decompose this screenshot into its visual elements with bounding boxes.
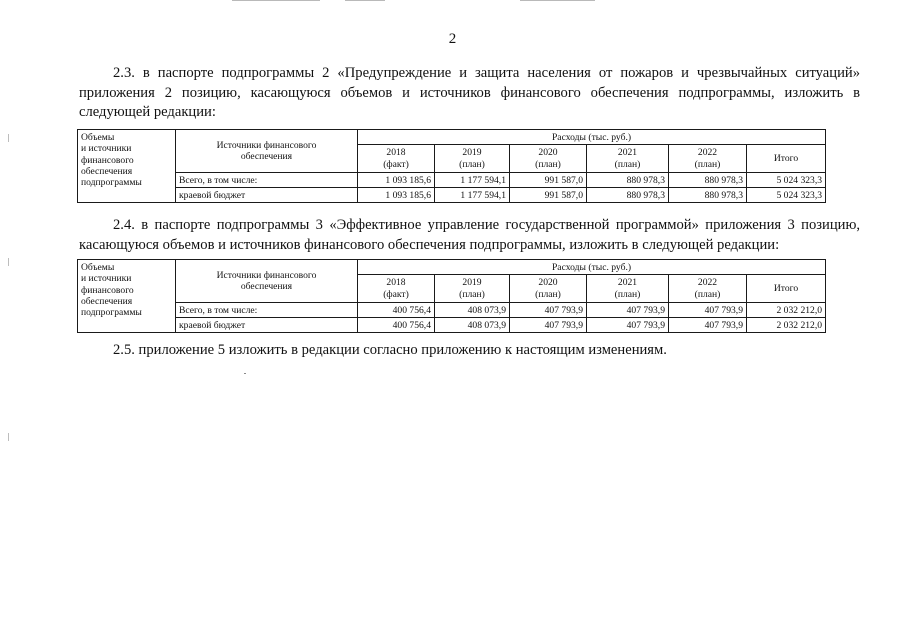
row-label-line: и источники — [81, 143, 132, 155]
table-row — [78, 173, 826, 188]
paragraph-2-3: 2.3. в паспорте подпрограммы 2 «Предупреждение и защита населения от пожаров и чрезвычайных ситуаций» приложения 2 позицию, касающуюся объемов и источников финансового обеспечения подпрограммы, изложить в следующей редакции: — [79, 65, 860, 120]
value-cell: 991 587,0 — [510, 173, 587, 188]
value-cell: 880 978,3 — [587, 173, 669, 188]
year-header-2019 — [435, 275, 510, 303]
value-cell: 407 793,9 — [587, 318, 669, 333]
year-note: (факт) — [383, 288, 409, 300]
value-cell: 880 978,3 — [669, 188, 747, 203]
year-note: (план) — [614, 158, 641, 170]
total-header: Итого — [747, 275, 826, 303]
row-label-line: и источники — [81, 273, 132, 285]
year-note: (план) — [459, 158, 485, 170]
scan-edge-line — [345, 0, 385, 1]
row-label-cell — [78, 130, 176, 203]
page-number: 2 — [448, 31, 457, 47]
year-label: 2021 — [617, 276, 638, 288]
year-header-2020 — [510, 275, 587, 303]
sources-header-line: обеспечения — [240, 151, 293, 162]
value-cell: 407 793,9 — [669, 303, 747, 318]
sources-header-line: Источники финансового — [216, 140, 317, 151]
total-cell: 2 032 212,0 — [747, 318, 826, 333]
total-header: Итого — [747, 145, 826, 173]
year-header-2022 — [669, 275, 747, 303]
paragraph-2-4: 2.4. в паспорте подпрограммы 3 «Эффективное управление государственной программой» приложения 3 позицию, касающуюся объемов и источников финансового обеспечения подпрограммы, изложить в следующей редакции: — [79, 217, 860, 253]
sources-header — [176, 260, 358, 303]
year-header-2019 — [435, 145, 510, 173]
table-row — [78, 188, 826, 203]
year-label: 2022 — [697, 146, 718, 158]
row-label-line: Объемы — [81, 132, 115, 143]
financing-table-subprogram-2 — [77, 129, 826, 203]
row-label-line: Объемы — [81, 262, 115, 273]
year-header-2020 — [510, 145, 587, 173]
scan-edge-line — [232, 0, 320, 1]
scan-speck — [244, 373, 246, 374]
value-cell: 408 073,9 — [435, 303, 510, 318]
table-row — [78, 303, 826, 318]
year-label: 2021 — [617, 146, 638, 158]
row-label: Всего, в том числе: — [176, 303, 358, 318]
year-header-2022 — [669, 145, 747, 173]
year-label: 2019 — [462, 276, 482, 288]
scan-margin-mark — [8, 134, 9, 142]
value-cell: 880 978,3 — [669, 173, 747, 188]
value-cell: 991 587,0 — [510, 188, 587, 203]
value-cell: 407 793,9 — [510, 303, 587, 318]
expenses-header: Расходы (тыс. руб.) — [358, 260, 826, 275]
year-note: (план) — [535, 288, 561, 300]
row-label-line: финансового — [81, 284, 134, 296]
year-label: 2020 — [538, 276, 558, 288]
row-label-line: подпрограммы — [81, 307, 142, 319]
value-cell: 1 177 594,1 — [435, 188, 510, 203]
year-header-2018 — [358, 275, 435, 303]
year-label: 2018 — [386, 146, 406, 158]
row-label: краевой бюджет — [176, 188, 358, 203]
scan-margin-mark — [8, 258, 9, 266]
year-note: (план) — [694, 158, 721, 170]
row-label-line: финансового — [81, 154, 134, 166]
value-cell: 400 756,4 — [358, 318, 435, 333]
value-cell: 407 793,9 — [587, 303, 669, 318]
row-label: краевой бюджет — [176, 318, 358, 333]
year-header-2018 — [358, 145, 435, 173]
value-cell: 1 093 185,6 — [358, 188, 435, 203]
year-header-2021 — [587, 275, 669, 303]
sources-header-line: обеспечения — [240, 281, 293, 292]
sources-header-line: Источники финансового — [216, 270, 317, 281]
scan-edge-line — [520, 0, 595, 1]
value-cell: 880 978,3 — [587, 188, 669, 203]
value-cell: 407 793,9 — [669, 318, 747, 333]
paragraph-2-5: 2.5. приложение 5 изложить в редакции согласно приложению к настоящим изменениям. — [113, 342, 667, 358]
row-label-line: обеспечения — [81, 295, 133, 307]
year-note: (план) — [459, 288, 485, 300]
row-label-line: подпрограммы — [81, 177, 142, 189]
row-label-line: обеспечения — [81, 165, 133, 177]
year-label: 2018 — [386, 276, 406, 288]
financing-table-subprogram-3 — [77, 259, 826, 333]
total-cell: 5 024 323,3 — [747, 173, 826, 188]
year-label: 2020 — [538, 146, 558, 158]
table-row — [78, 318, 826, 333]
row-label-cell — [78, 260, 176, 333]
year-note: (план) — [694, 288, 721, 300]
value-cell: 408 073,9 — [435, 318, 510, 333]
year-label: 2022 — [697, 276, 718, 288]
expenses-header: Расходы (тыс. руб.) — [358, 130, 826, 145]
sources-header — [176, 130, 358, 173]
year-note: (план) — [535, 158, 561, 170]
total-cell: 5 024 323,3 — [747, 188, 826, 203]
year-header-2021 — [587, 145, 669, 173]
scan-margin-mark — [8, 433, 9, 441]
row-label: Всего, в том числе: — [176, 173, 358, 188]
year-note: (факт) — [383, 158, 409, 170]
year-note: (план) — [614, 288, 641, 300]
value-cell: 1 093 185,6 — [358, 173, 435, 188]
value-cell: 1 177 594,1 — [435, 173, 510, 188]
year-label: 2019 — [462, 146, 482, 158]
value-cell: 400 756,4 — [358, 303, 435, 318]
value-cell: 407 793,9 — [510, 318, 587, 333]
total-cell: 2 032 212,0 — [747, 303, 826, 318]
